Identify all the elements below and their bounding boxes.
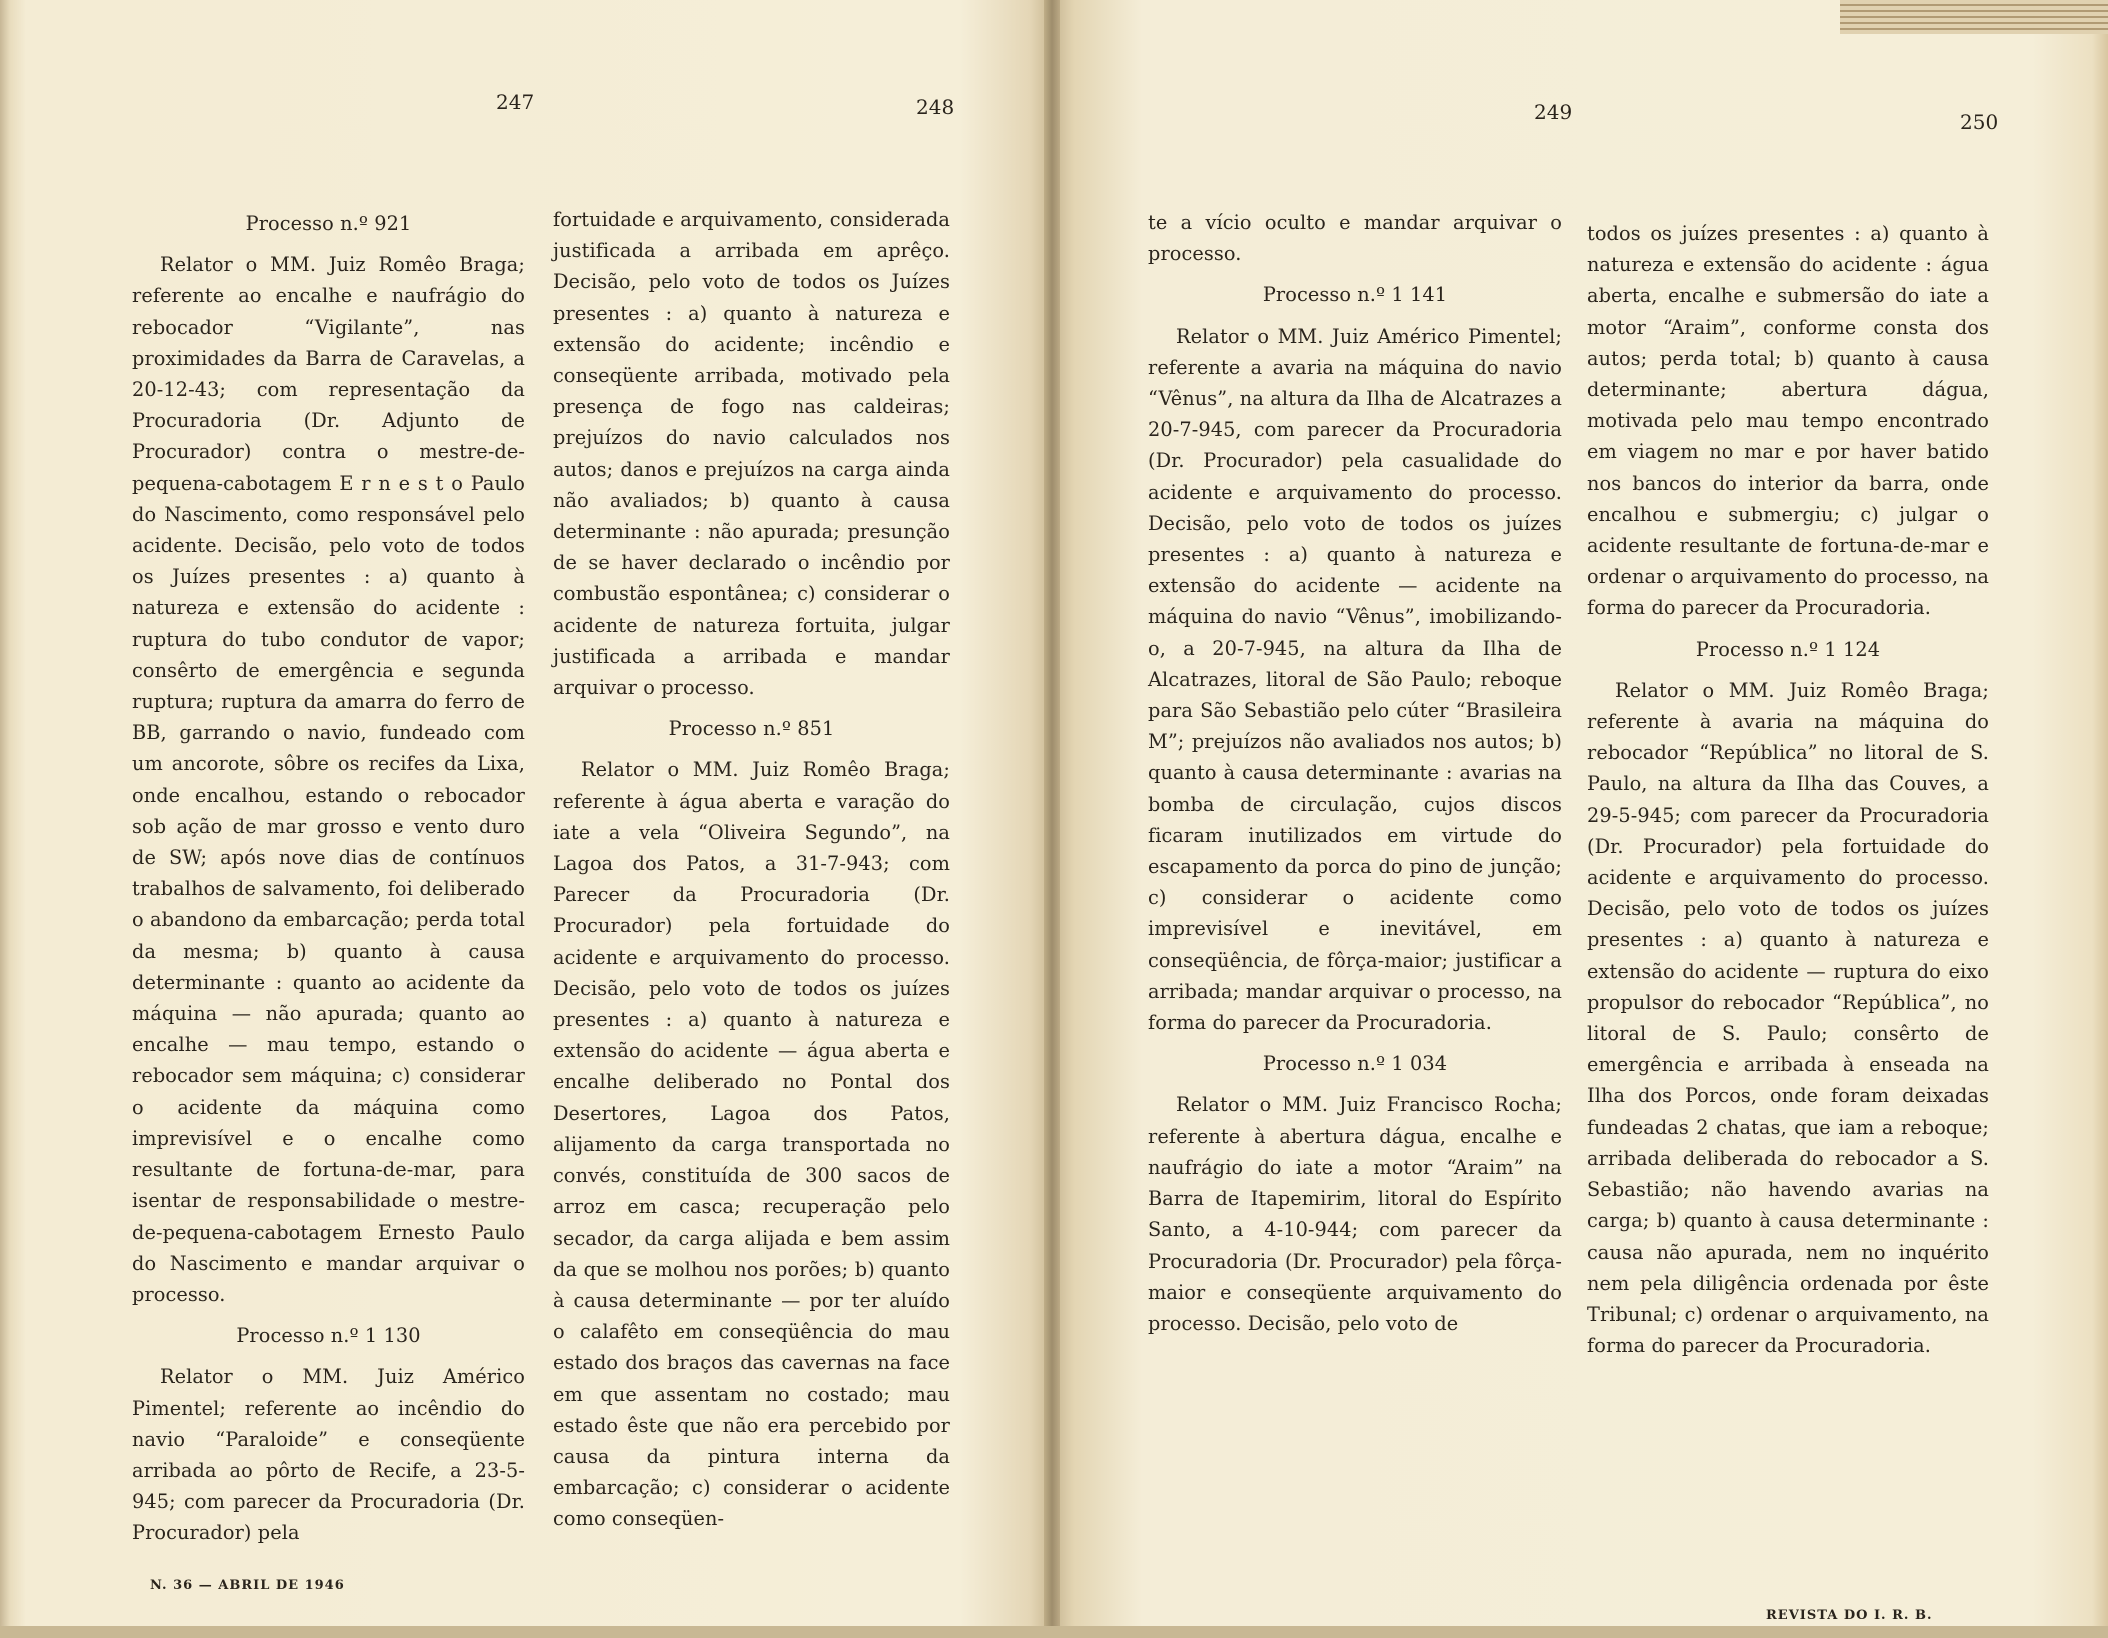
column-page-249 bbox=[1148, 207, 1562, 1339]
process-paragraph: Relator o MM. Juiz Américo Pimentel; referente ao incêndio do navio “Paraloide” e conseqüente arribada ao pôrto de Recife, a 23-5-945; com parecer da Procuradoria (Dr. Procurador) pela bbox=[132, 1365, 525, 1545]
process-paragraph: te a vício oculto e mandar arquivar o processo. bbox=[1148, 211, 1562, 266]
process-heading: Processo n.º 1 130 bbox=[236, 1324, 421, 1348]
page-number-250: 250 bbox=[1960, 110, 1999, 134]
column-page-247 bbox=[132, 198, 525, 1549]
book-gutter bbox=[1044, 0, 1060, 1638]
page-edge-stripes bbox=[1840, 0, 2108, 34]
process-heading: Processo n.º 851 bbox=[668, 717, 835, 741]
process-heading: Processo n.º 1 124 bbox=[1695, 637, 1881, 661]
process-heading: Processo n.º 921 bbox=[245, 212, 412, 235]
process-heading: Processo n.º 1 034 bbox=[1262, 1052, 1448, 1076]
process-paragraph: Relator o MM. Juiz Romêo Braga; referente à água aberta e varação do iate a vela “Oliveira Segundo”, na Lagoa dos Patos, a 31-7-943; com Parecer da Procuradoria (Dr. Procurador) pela fortuidade do acidente e arquivamento do processo. Decisão, pelo voto de todos os juízes presentes : a) quanto à natureza e extensão do acidente — água aberta e encalhe deliberado no Pontal dos Desertores, Lagoa dos Patos, alijamento da carga transportada no convés, constituída de 300 sacos de arroz em casca; recuperação pelo secador, da carga alijada e bem assim da que se molhou nos porões; b) quanto à causa determinante — por ter aluído o calafêto em conseqüência do mau estado dos braços das cavernas na face em que assentam no costado; mau estado êste que não era percebido por causa da pintura interna da embarcação; c) considerar o acidente como conseqüen- bbox=[553, 758, 950, 1531]
process-paragraph: todos os juízes presentes : a) quanto à natureza e extensão do acidente : água aberta, encalhe e submersão do iate a motor “Araim”, conforme consta dos autos; perda total; b) quanto à causa determinante; abertura dágua, motivada pelo mau tempo encontrado em viagem no mar e por haver batido nos bancos do interior da barra, onde encalhou e submergiu; c) julgar o acidente resultante de fortuna-de-mar e ordenar o arquivamento do processo, na forma do parecer da Procuradoria. bbox=[1587, 222, 1989, 620]
page-number-249: 249 bbox=[1534, 100, 1573, 124]
process-paragraph: fortuidade e arquivamento, considerada justificada a arribada em aprêço. Decisão, pelo voto de todos os Juízes presentes : a) quanto à natureza e extensão do acidente; incêndio e conseqüente arribada, motivado pela presença de fogo nas caldeiras; prejuízos do navio calculados nos autos; danos e prejuízos na carga ainda não avaliados; b) quanto à causa determinante : não apurada; presunção de se haver declarado o incêndio por combustão espontânea; c) considerar o acidente de natureza fortuita, julgar justificada a arribada e mandar arquivar o processo. bbox=[553, 208, 950, 700]
process-paragraph: Relator o MM. Juiz Francisco Rocha; referente à abertura dágua, encalhe e naufrágio do iate a motor “Araim” na Barra de Itapemirim, litoral do Espírito Santo, a 4-10-944; com parecer da Procuradoria (Dr. Procurador) pela fôrça-maior e conseqüente arquivamento do processo. Decisão, pelo voto de bbox=[1148, 1093, 1562, 1335]
footer-issue: N. 36 — ABRIL DE 1946 bbox=[150, 1578, 345, 1593]
column-page-248 bbox=[553, 204, 950, 1535]
process-paragraph: Relator o MM. Juiz Américo Pimentel; referente a avaria na máquina do navio “Vênus”, na altura da Ilha de Alcatrazes a 20-7-945, com parecer da Procuradoria (Dr. Procurador) pela casualidade do acidente e arquivamento do processo. Decisão, pelo voto de todos os juízes presentes : a) quanto à natureza e extensão do acidente — acidente na máquina do navio “Vênus”, imobilizando-o, a 20-7-945, na altura da Ilha de Alcatrazes, litoral de São Paulo; reboque para São Sebastião pelo cúter “Brasileira M”; prejuízos não avaliados nos autos; b) quanto à causa determinante : avarias na bomba de circulação, cujos discos ficaram inutilizados em virtude do escapamento da porca do pino de junção; c) considerar o acidente como imprevisível e inevitável, em conseqüência, de fôrça-maior; justificar a arribada; mandar arquivar o processo, na forma do parecer da Procuradoria. bbox=[1148, 324, 1562, 1035]
page-number-248: 248 bbox=[916, 95, 955, 119]
footer-journal: REVISTA DO I. R. B. bbox=[1766, 1608, 1933, 1623]
column-page-250 bbox=[1587, 218, 1989, 1361]
page-number-247: 247 bbox=[496, 90, 535, 114]
process-paragraph: Relator o MM. Juiz Romêo Braga; referente à avaria na máquina do rebocador “República” no litoral de S. Paulo, na altura da Ilha das Couves, a 29-5-945; com parecer da Procuradoria (Dr. Procurador) pela fortuidade do acidente e arquivamento do processo. Decisão, pelo voto de todos os juízes presentes : a) quanto à natureza e extensão do acidente — ruptura do eixo propulsor do rebocador “República”, no litoral de S. Paulo; consêrto de emergência e arribada à enseada na Ilha dos Porcos, onde foram deixadas fundeadas 2 chatas, que iam a reboque; arribada deliberada do rebocador a S. Sebastião; não havendo avarias na carga; b) quanto à causa determinante : causa não apurada, nem no inquérito nem pela diligência ordenada por êste Tribunal; c) ordenar o arquivamento, na forma do parecer da Procuradoria. bbox=[1587, 678, 1989, 1358]
bottom-edge bbox=[0, 1626, 2108, 1638]
process-paragraph: Relator o MM. Juiz Romêo Braga; referente ao encalhe e naufrágio do rebocador “Vigilante”, nas proximidades da Barra de Caravelas, a 20-12-43; com representação da Procuradoria (Dr. Adjunto de Procurador) contra o mestre-de-pequena-cabotagem E r n e s t o Paulo do Nascimento, como responsável pelo acidente. Decisão, pelo voto de todos os Juízes presentes : a) quanto à natureza e extensão do acidente : ruptura do tubo condutor de vapor; consêrto de emergência e segunda ruptura; ruptura da amarra do ferro de BB, garrando o navio, fundeado com um ancorote, sôbre os recifes da Lixa, onde encalhou, estando o rebocador sob ação de mar grosso e vento duro de SW; após nove dias de contínuos trabalhos de salvamento, foi deliberado o abandono da embarcação; perda total da mesma; b) quanto à causa determinante : quanto ao acidente da máquina — não apurada; quanto ao encalhe — mau tempo, estando o rebocador sem máquina; c) considerar o acidente da máquina como imprevisível e o encalhe como resultante de fortuna-de-mar, para isentar de responsabilidade o mestre-de-pequena-cabotagem Ernesto Paulo do Nascimento e mandar arquivar o processo. bbox=[132, 253, 525, 1306]
process-heading: Processo n.º 1 141 bbox=[1262, 283, 1448, 307]
